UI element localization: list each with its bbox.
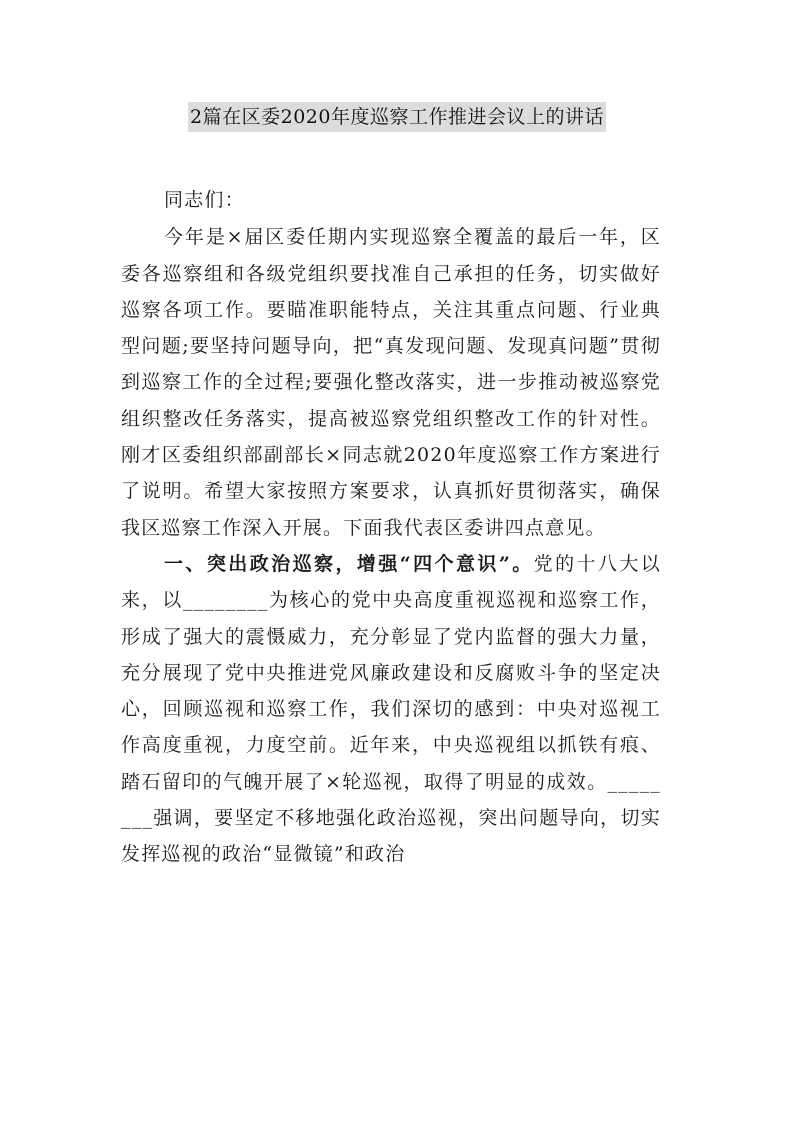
document-title: 2篇在区委2020年度巡察工作推进会议上的讲话 [188, 102, 606, 132]
greeting: 同志们： [164, 189, 245, 211]
section-1-heading: 一、突出政治巡察，增强“四个意识”。 [164, 552, 534, 575]
document-body [121, 182, 661, 873]
paragraph-section-1 [121, 546, 661, 873]
title-container [0, 102, 794, 132]
section-1-text: 党的十八大以来，以________为核心的党中央高度重视巡视和巡察工作，形成了强大的震慑威力，充分彰显了党内监督的强大力量，充分展现了党中央推进党风廉政建设和反腐败斗争的坚定决心，回顾巡视和巡察工作，我们深切的感到：中央对巡视工作高度重视，力度空前。近年来，中央巡视组以抓铁有痕、踏石留印的气魄开展了×轮巡视，取得了明显的成效。________强调，要坚定不移地强化政治巡视，突出问题导向，切实发挥巡视的政治“显微镜”和政治 [121, 552, 661, 866]
paragraph-intro: 今年是×届区委任期内实现巡察全覆盖的最后一年，区委各巡察组和各级党组织要找准自己承担的任务，切实做好巡察各项工作。要瞄准职能特点，关注其重点问题、行业典型问题;要坚持问题导向，把“真发现问题、发现真问题”贯彻到巡察工作的全过程;要强化整改落实，进一步推动被巡察党组织整改任务落实，提高被巡察党组织整改工作的针对性。刚才区委组织部副部长×同志就2020年度巡察工作方案进行了说明。希望大家按照方案要求，认真抓好贯彻落实，确保我区巡察工作深入开展。下面我代表区委讲四点意见。 [121, 226, 661, 539]
